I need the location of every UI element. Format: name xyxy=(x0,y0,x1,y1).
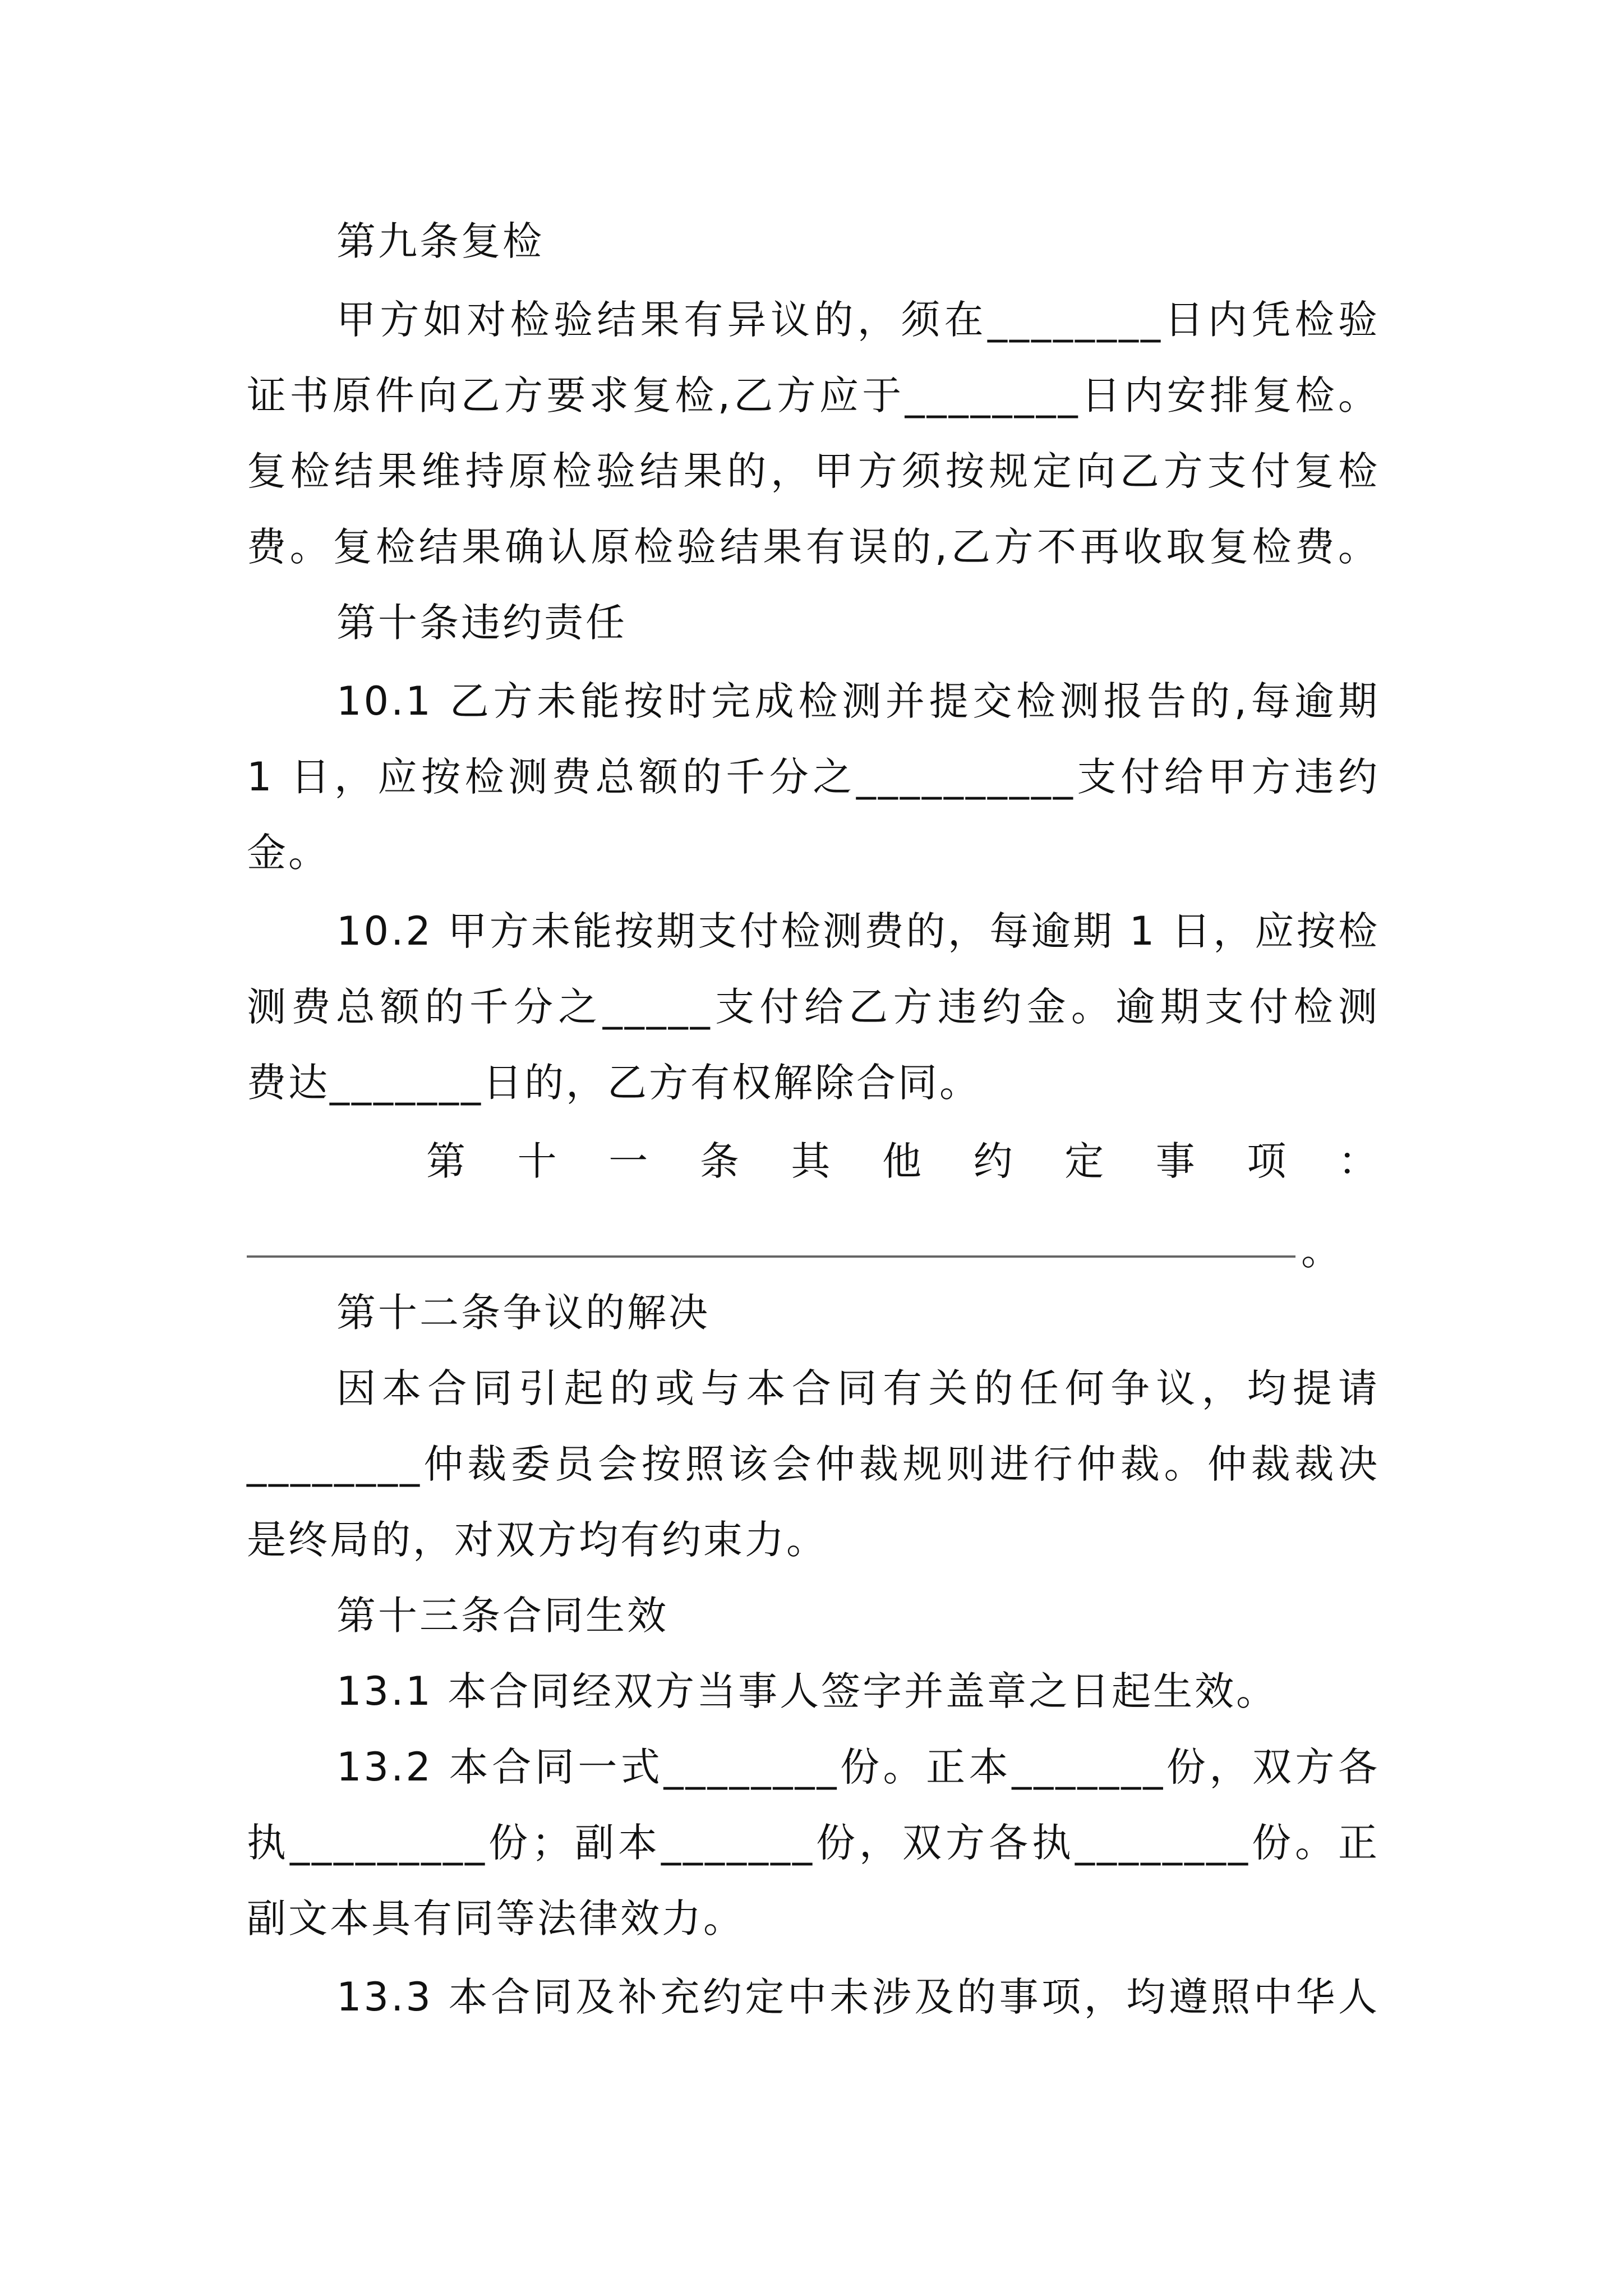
paragraph-line: 是终局的，对双方均有约束力。 xyxy=(247,1517,828,1563)
paragraph-line: 测费总额的千分之_____支付给乙方违约金。逾期支付检测 xyxy=(247,984,1380,1030)
fill-in-rule xyxy=(247,1255,1295,1258)
paragraph-line: 10.1 乙方未能按时完成检测并提交检测报告的,每逾期 xyxy=(336,678,1380,724)
paragraph-line: 证书原件向乙方要求复检,乙方应于________日内安排复检。 xyxy=(247,372,1380,418)
paragraph-line: 10.2 甲方未能按期支付检测费的，每逾期 1 日，应按检 xyxy=(336,908,1380,954)
paragraph-line: 13.2 本合同一式________份。正本_______份，双方各 xyxy=(336,1744,1380,1790)
paragraph-line: ________仲裁委员会按照该会仲裁规则进行仲裁。仲裁裁决 xyxy=(247,1441,1380,1487)
paragraph-line: 费。复检结果确认原检验结果有误的,乙方不再收取复检费。 xyxy=(247,524,1380,570)
paragraph-line: 金。 xyxy=(247,830,330,876)
paragraph-line: 1 日，应按检测费总额的千分之__________支付给甲方违约 xyxy=(247,754,1380,800)
paragraph-line: 副文本具有同等法律效力。 xyxy=(247,1895,745,1941)
period-mark: 。 xyxy=(1301,1228,1340,1274)
paragraph-line: 费达_______日的，乙方有权解除合同。 xyxy=(247,1060,981,1106)
paragraph-line: 13.3 本合同及补充约定中未涉及的事项，均遵照中华人 xyxy=(336,1974,1380,2020)
paragraph-line: 复检结果维持原检验结果的，甲方须按规定向乙方支付复检 xyxy=(247,448,1380,494)
article-12-heading: 第十二条争议的解决 xyxy=(336,1290,710,1336)
paragraph-line: 甲方如对检验结果有异议的，须在________日内凭检验 xyxy=(336,297,1380,343)
paragraph-line: 执_________份；副本_______份，双方各执________份。正 xyxy=(247,1820,1380,1866)
article-10-heading: 第十条违约责任 xyxy=(336,600,627,646)
article-13-heading: 第十三条合同生效 xyxy=(336,1593,668,1639)
article-9-heading: 第九条复检 xyxy=(336,218,544,264)
article-11-heading: 第 十 一 条 其 他 约 定 事 项 ： xyxy=(426,1138,1380,1184)
paragraph-line: 13.1 本合同经双方当事人签字并盖章之日起生效。 xyxy=(336,1668,1278,1714)
paragraph-line: 因本合同引起的或与本合同有关的任何争议，均提请 xyxy=(336,1365,1380,1411)
